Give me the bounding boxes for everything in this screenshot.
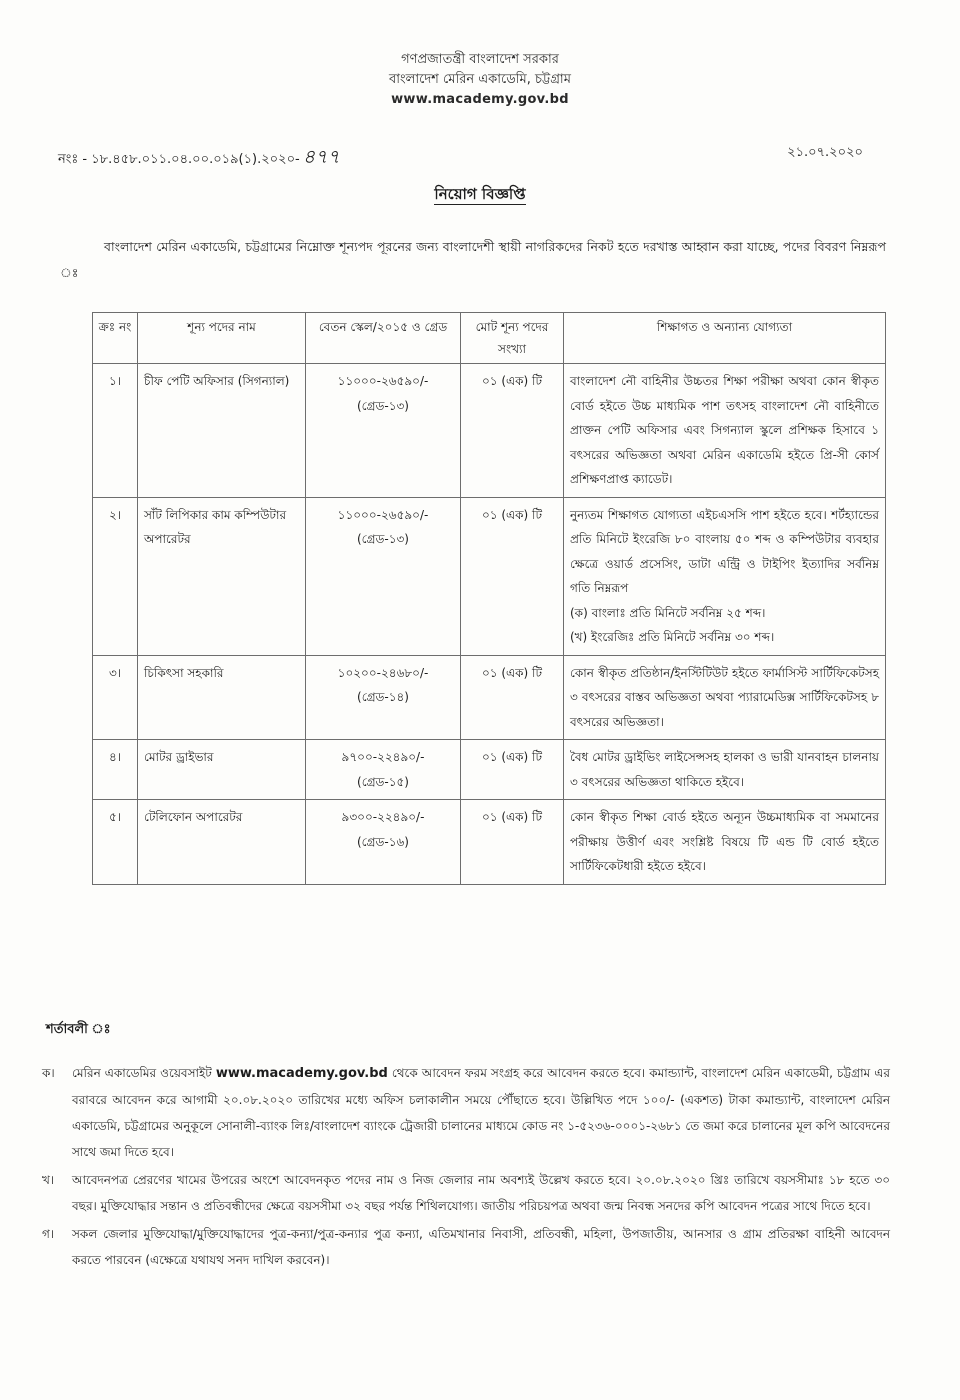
grade: (গ্রেড-১৫): [357, 774, 409, 789]
qual-extra: (খ) ইংরেজিঃ প্রতি মিনিটে সর্বনিম্ন ৩০ শব্দ।: [570, 630, 775, 644]
condition-text: আবেদনপত্র প্রেরণের খামের উপরের অংশে আবেদনকৃত পদের নাম ও নিজ জেলার নাম অবশ্যই উল্লেখ করতে হবে। ২০.০৮.২০২০ খ্রিঃ তারিখে বয়সসীমাঃ ১৮ হতে ৩০ বছর। মুক্তিযোদ্ধার সন্তান ও প্রতিবন্ধীদের ক্ষেত্রে বয়সসীমা ৩২ বছর পর্যন্ত শিথিলযোগ্য। জাতীয় পরিচয়পত্র অথবা জন্ম নিবন্ধ সনদের কপি আবেদন পত্রের সাথে দিতে হবে।: [72, 1173, 890, 1213]
qual-text: নুন্যতম শিক্ষাগত যোগ্যতা এইচএসসি পাশ হইতে হবে। শর্টহ্যান্ডের প্রতি মিনিটে ইংরেজি ৮০ বাংলায় ৫০ শব্দ ও কম্পিউটার ব্যবহার ক্ষেত্রে ওয়ার্ড প্রসেসিং, ডাটা এন্ট্রি ও টাইপিং ইত্যাদির সর্বনিম্ন গতি নিম্নরূপ: [570, 507, 879, 595]
cell-sl: ৪।: [93, 740, 138, 800]
cell-scale: [306, 655, 461, 740]
cell-qual: [564, 740, 886, 800]
table-row: [93, 655, 886, 740]
pay-scale: ৯৭০০-২২৪৯০/-: [341, 750, 425, 764]
cell-qty: ০১ (এক) টি: [461, 364, 564, 498]
cell-post: সাঁট লিপিকার কাম কম্পিউটার অপারেটর: [138, 497, 306, 655]
cell-qty: ০১ (এক) টি: [461, 655, 564, 740]
cell-sl: ১।: [93, 364, 138, 498]
table-row: [93, 364, 886, 498]
pay-scale: ১১০০০-২৬৫৯০/-: [337, 374, 429, 388]
condition-marker: খ।: [42, 1173, 55, 1187]
cell-sl: ৩।: [93, 655, 138, 740]
cell-scale: [306, 740, 461, 800]
table-header-row: [93, 313, 886, 364]
col-header-sl: ক্রঃ নং: [93, 313, 138, 364]
pay-scale: ১০২০০-২৪৬৮০/-: [337, 665, 429, 680]
grade: (গ্রেড-১৩): [357, 398, 409, 413]
cell-scale: [306, 364, 461, 498]
condition-text: মেরিন একাডেমির ওয়েবসাইট: [72, 1066, 216, 1080]
website-link[interactable]: www.macademy.gov.bd: [391, 92, 569, 107]
cell-qty: ০১ (এক) টি: [461, 800, 564, 885]
table-row: [93, 740, 886, 800]
table-row: [93, 497, 886, 655]
govt-name: গণপ্রজাতন্ত্রী বাংলাদেশ সরকার: [401, 52, 559, 67]
col-header-qty: মোট শূন্য পদের সংখ্যা: [461, 313, 564, 364]
memo-number: [58, 143, 340, 175]
condition-item: [42, 1221, 890, 1273]
cell-scale: [306, 497, 461, 655]
grade: (গ্রেড-১৩): [357, 532, 409, 546]
org-name: বাংলাদেশ মেরিন একাডেমি, চট্টগ্রাম: [389, 72, 571, 87]
col-header-qual: শিক্ষাগত ও অন্যান্য যোগ্যতা: [564, 313, 886, 364]
pay-scale: ১১০০০-২৬৫৯০/-: [337, 507, 429, 522]
cell-post: চিকিৎসা সহকারি: [138, 655, 306, 740]
memo-date: ২১.০৭.২০২০: [787, 145, 863, 160]
cell-qty: ০১ (এক) টি: [461, 740, 564, 800]
vacancy-table: [92, 312, 886, 885]
page-title: [0, 183, 960, 208]
pay-scale: ৯৩০০-২২৪৯০/-: [341, 810, 425, 824]
letterhead: [0, 50, 960, 110]
grade: (গ্রেড-১৬): [357, 834, 409, 849]
grade: (গ্রেড-১৪): [357, 690, 409, 704]
conditions-list: [42, 1060, 890, 1275]
condition-marker: গ।: [42, 1227, 55, 1241]
qual-extra: (ক) বাংলাঃ প্রতি মিনিটে সর্বনিম্ন ২৫ শব্দ।: [570, 605, 766, 620]
cell-qual: [564, 655, 886, 740]
condition-text-rest: থেকে আবেদন ফরম সংগ্রহ করে আবেদন করতে হবে। কমান্ড্যান্ট, বাংলাদেশ মেরিন একাডেমী, চট্টগ্রাম এর বরাবরে আবেদন করে আগামী ২০.০৮.২০২০ তারিখের মধ্যে অফিস চলাকালীন সময়ে পৌঁছাতে হবে। উল্লিখিত পদে ১০০/- (একশত) টাকা কমান্ড্যান্ট, বাংলাদেশ মেরিন একাডেমি, চট্টগ্রামের অনুকূলে সোনালী-ব্যাংক লিঃ/বাংলাদেশ ব্যাংকে ট্রেজারী চালানের মাধ্যমে কোড নং ১-৫২৩৬-০০০১-২৬৮১ তে জমা করে চালানের মূল কপি আবেদনের সাথে জমা দিতে হবে।: [72, 1066, 890, 1159]
cell-qty: ০১ (এক) টি: [461, 497, 564, 655]
condition-text: সকল জেলার মুক্তিযোদ্ধা/মুক্তিযোদ্ধাদের পুত্র-কন্যা/পুত্র-কন্যার পুত্র কন্যা, এতিমখানার নিবাসী, প্রতিবন্ধী, মহিলা, উপজাতীয়, আনসার ও গ্রাম প্রতিরক্ষা বাহিনী আবেদন করতে পারবেন (এক্ষেত্রে যথাযথ সনদ দাখিল করবেন)।: [72, 1227, 890, 1267]
conditions-heading: শর্তাবলী ঃ: [46, 1022, 111, 1037]
memo-handwritten-number: ৪৭৭: [302, 146, 340, 168]
memo-row: [58, 143, 863, 169]
table-row: [93, 800, 886, 885]
col-header-scale: বেতন স্কেল/২০১৫ ও গ্রেড: [306, 313, 461, 364]
intro-paragraph: বাংলাদেশ মেরিন একাডেমি, চট্টগ্রামের নিম্নোক্ত শূন্যপদ পূরনের জন্য বাংলাদেশী স্থায়ী নাগরিকদের নিকট হতে দরখাস্ত আহ্বান করা যাচ্ছে, পদের বিবরণ নিম্নরূপ ঃ: [60, 239, 886, 280]
cell-sl: ৫।: [93, 800, 138, 885]
condition-item: [42, 1167, 890, 1219]
website-link-inline[interactable]: www.macademy.gov.bd: [215, 1066, 388, 1081]
qual-text: বাংলাদেশ নৌ বাহিনীর উচ্চতর শিক্ষা পরীক্ষা অথবা কোন স্বীকৃত বোর্ড হইতে উচ্চ মাধ্যমিক পাশ তৎসহ বাংলাদেশ নৌ বাহিনীতে প্রাক্তন পেটি অফিসার এবং সিগন্যাল স্কুলে প্রশিক্ষক হিসাবে ১ বৎসরের অভিজ্ঞতা অথবা মেরিন একাডেমি হইতে প্রি-সী কোর্স প্রশিক্ষণপ্রাপ্ত ক্যাডেট।: [570, 374, 879, 486]
cell-post: মোটর ড্রাইভার: [138, 740, 306, 800]
col-header-post: শূন্য পদের নাম: [138, 313, 306, 364]
cell-qual: [564, 364, 886, 498]
cell-qual: [564, 497, 886, 655]
page-title-text: নিয়োগ বিজ্ঞপ্তি: [434, 185, 526, 203]
qual-text: কোন স্বীকৃত প্রতিষ্ঠান/ইনস্টিটিউট হইতে ফার্মাসিস্ট সার্টিফিকেটসহ ৩ বৎসরের বাস্তব অভিজ্ঞতা অথবা প্যারামেডিক্স সার্টিফিকেটসহ ৮ বৎসরের অভিজ্ঞতা।: [570, 665, 879, 729]
condition-marker: ক।: [42, 1066, 55, 1080]
qual-text: বৈধ মোটর ড্রাইভিং লাইসেন্সসহ হালকা ও ভারী যানবাহন চালনায় ৩ বৎসরের অভিজ্ঞতা থাকিতে হইবে।: [570, 750, 879, 789]
memo-number-text: নংঃ - ১৮.৪৫৮.০১১.০৪.০০.০১৯(১).২০২০-: [58, 152, 300, 167]
cell-post: টেলিফোন অপারেটর: [138, 800, 306, 885]
cell-scale: [306, 800, 461, 885]
cell-qual: [564, 800, 886, 885]
qual-text: কোন স্বীকৃত শিক্ষা বোর্ড হইতে অন্যূন উচ্চমাধ্যমিক বা সমমানের পরীক্ষায় উত্তীর্ণ এবং সংশ্লিষ্ট বিষয়ে টি এন্ড টি বোর্ড হইতে সার্টিফিকেটধারী হইতে হইবে।: [570, 810, 879, 873]
condition-item: [42, 1060, 890, 1165]
cell-post: চীফ পেটি অফিসার (সিগন্যাল): [138, 364, 306, 498]
cell-sl: ২।: [93, 497, 138, 655]
